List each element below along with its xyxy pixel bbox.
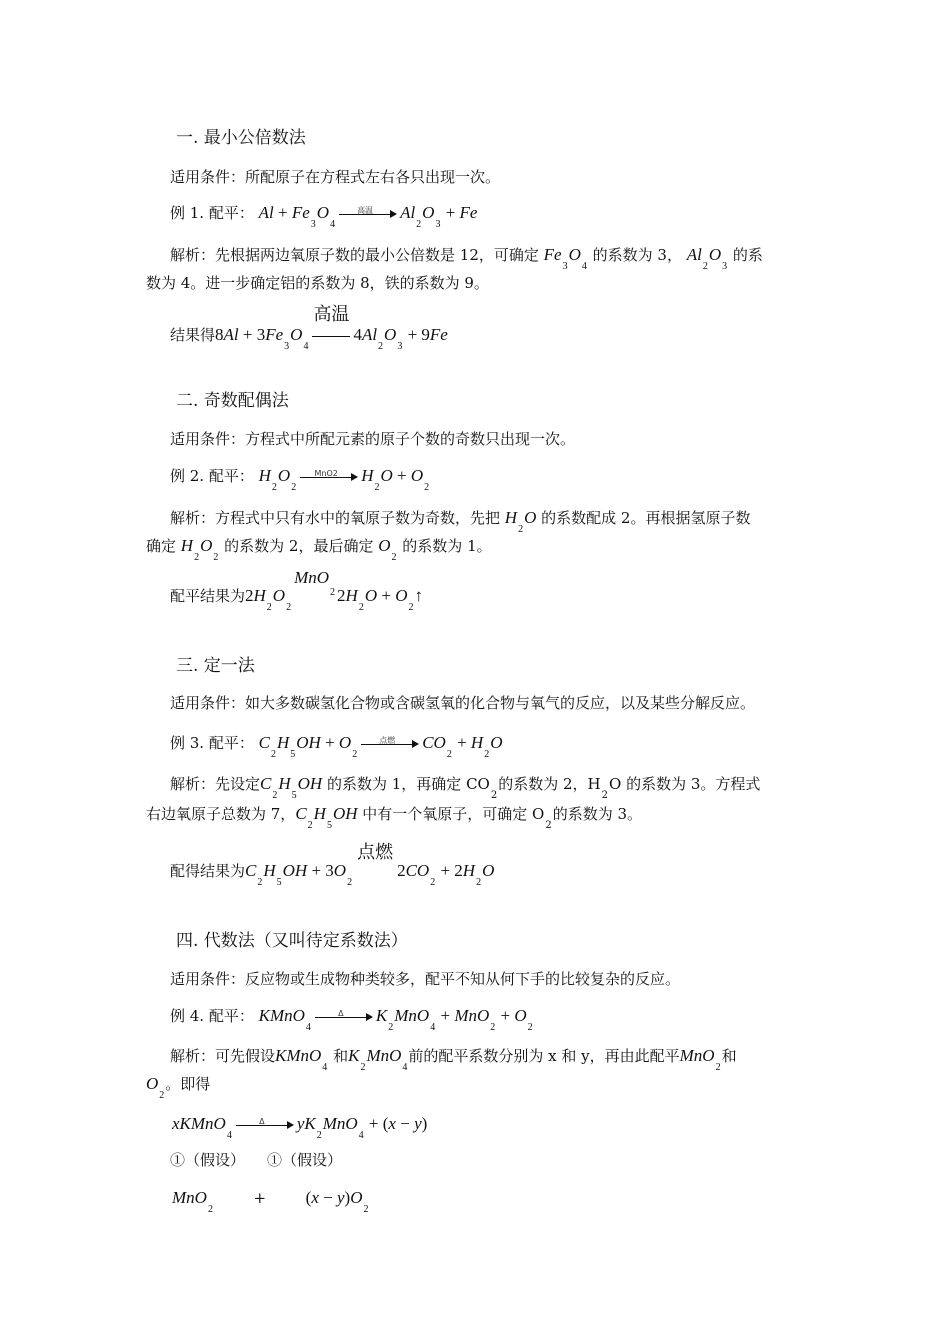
section-title-algebra: 四. 代数法（又叫待定系数法） (176, 931, 408, 951)
example-2: 例 2. 配平： $H_2O_2$ MnO2 $H_2O + O_2$ (170, 466, 430, 493)
analysis-1-line2: 数为 4。进一步确定铝的系数为 8，铁的系数为 9。 (146, 274, 489, 292)
reaction-arrow: 点燃 (361, 737, 419, 751)
result-1: 结果得$8Al + 3Fe_3O_4$ 高温 $4Al_2O_3 + 9Fe$ (170, 304, 448, 352)
analysis-3-line1: 解析：先设定$C_2H_5OH$ 的系数为 1，再确定 $CO_2$的系数为 2，$H_2O$ 的系数为 3。方程式 (170, 774, 761, 801)
analysis-4-line1: 解析：可先假设KMnO$_4$ 和$K_2MnO_4$前的配平系数分别为 x 和 y，再由此配平MnO$_2$和 (170, 1046, 737, 1073)
example-label: 例 1. 配平： (170, 204, 254, 222)
equation-1: $Al + Fe_3O_4$ 高温 $Al_2O_3 + Fe$ (258, 203, 478, 230)
example-3: 例 3. 配平： $C_2H_5OH + O_2$ 点燃 $CO_2 + H_2O$ (170, 733, 503, 760)
example-1 (170, 203, 478, 230)
equation-4-xy: xKMnO$_4$ Δ $yK_2MnO_4 + (x - y)$ (172, 1114, 428, 1141)
analysis-2-line1: 解析：方程式中只有水中的氧原子数为奇数，先把 $H_2O$ 的系数配成 2。再根据氢原子数 (170, 508, 751, 535)
condition-odd-even: 适用条件：方程式中所配元素的原子个数的奇数只出现一次。 (170, 430, 576, 448)
section-title-lcm: 一. 最小公倍数法 (176, 128, 306, 148)
example-4: 例 4. 配平： KMnO$_4$ Δ $K_2MnO_4 + MnO_2 + O_2$ (170, 1006, 533, 1033)
reaction-arrow: MnO2 (300, 470, 358, 484)
analysis-1-line1: 解析：先根据两边氧原子数的最小公倍数是 12，可确定 $Fe_3O_4$ 的系数为 3， $Al_2O_3$ 的系 (170, 245, 763, 272)
equation-4-products: $MnO_2 + (x - y)O_2$ (172, 1188, 369, 1215)
reaction-arrow: Δ (315, 1010, 373, 1024)
reaction-arrow: 高温 (339, 207, 397, 221)
analysis-2-line2: 确定 $H_2O_2$ 的系数为 2，最后确定 $O_2$ 的系数为 1。 (146, 536, 492, 563)
condition-algebra: 适用条件：反应物或生成物种类较多，配平不知从何下手的比较复杂的反应。 (170, 970, 681, 988)
assumption-row: ①（假设） ①（假设） (170, 1151, 343, 1169)
reaction-arrow: Δ (236, 1118, 294, 1132)
section-title-fix-one: 三. 定一法 (176, 656, 255, 676)
reaction-condition-bar: 高温 (312, 320, 350, 340)
result-3: 配得结果为$C_2H_5OH + 3O_2$点燃$2CO_2 + 2H_2O$ (170, 842, 495, 888)
section-title-odd-even: 二. 奇数配偶法 (176, 391, 289, 411)
condition-fix-one: 适用条件：如大多数碳氢化合物或含碳氢氧的化合物与氧气的反应，以及某些分解反应。 (170, 694, 756, 712)
result-2: 配平结果为$2H_2O_2MnO_2$ $2H_2O$ + $O_2↑$ (170, 568, 423, 613)
analysis-3-line2: 右边氧原子总数为 7，$C_2H_5OH$ 中有一个氧原子，可确定 $O_2$的系数为 3。 (146, 804, 643, 831)
condition-lcm: 适用条件：所配原子在方程式左右各只出现一次。 (170, 168, 501, 186)
analysis-4-line2: $O_2$。即得 (146, 1074, 211, 1101)
